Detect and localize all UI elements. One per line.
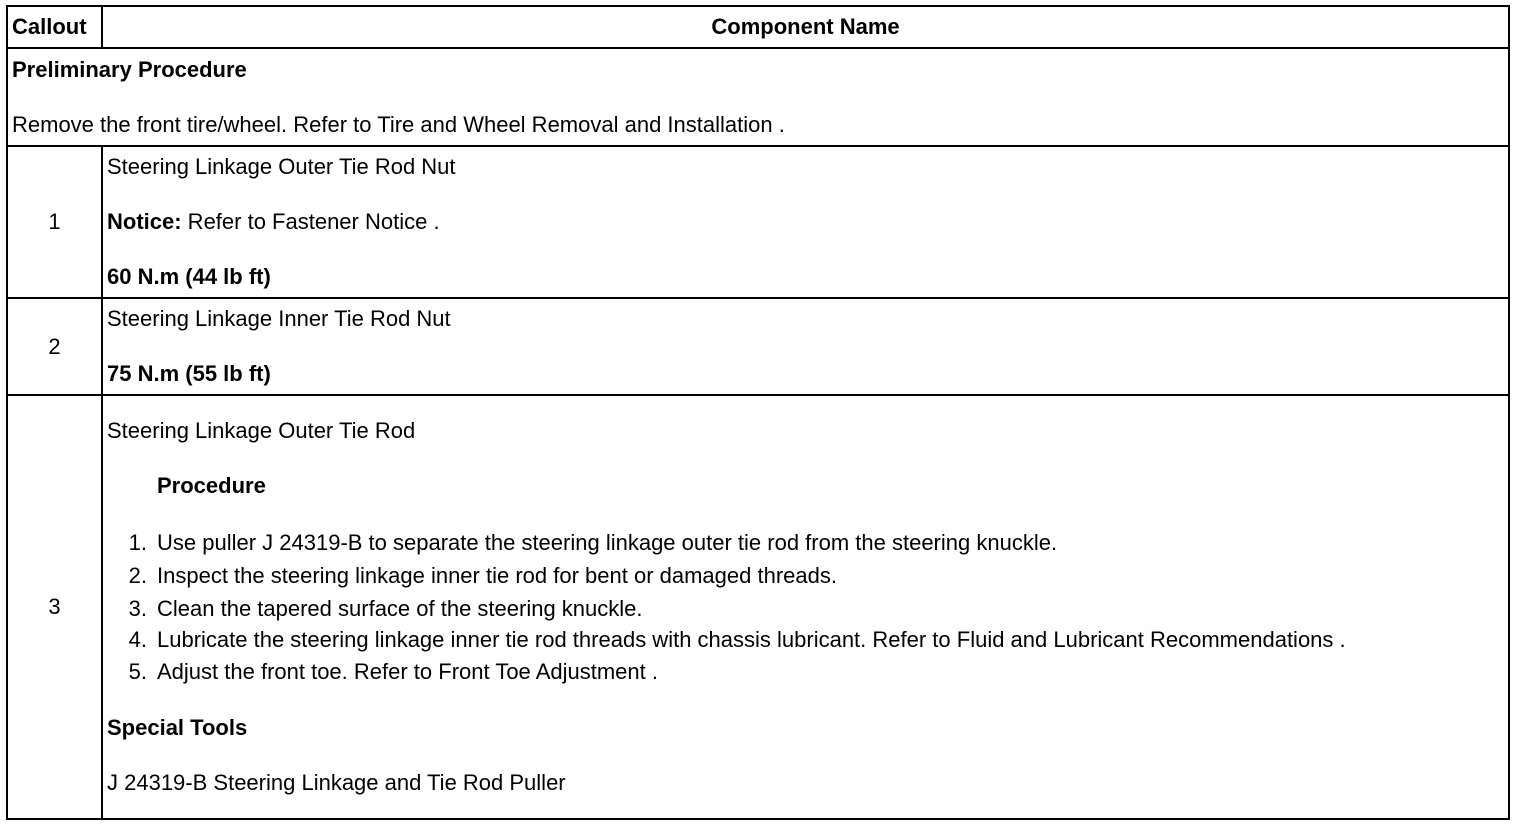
callout-number: 3: [7, 395, 102, 819]
table-row: [7, 395, 1509, 819]
step-number: 3.: [128, 596, 147, 621]
component-name: Steering Linkage Inner Tie Rod Nut: [107, 306, 451, 331]
step-text: Adjust the front toe. Refer to Front Toe Adjustment .: [157, 659, 658, 684]
list-item: [107, 559, 1504, 592]
preliminary-cell: [7, 48, 1509, 146]
torque-spec: 75 N.m (55 lb ft): [107, 361, 271, 386]
component-name: Steering Linkage Outer Tie Rod Nut: [107, 154, 456, 179]
component-name-header: Component Name: [102, 6, 1509, 48]
step-number: 4.: [128, 627, 147, 652]
callout-number: 2: [7, 298, 102, 395]
callout-number: 1: [7, 146, 102, 298]
procedure-steps: [107, 526, 1504, 688]
component-name: Steering Linkage Outer Tie Rod: [107, 418, 416, 443]
list-item: [107, 592, 1504, 625]
list-item: [107, 625, 1504, 655]
preliminary-title: Preliminary Procedure: [12, 56, 247, 82]
callout-header: Callout: [7, 6, 102, 48]
component-table: [6, 5, 1510, 820]
component-cell: [102, 298, 1509, 395]
list-item: [107, 526, 1504, 559]
torque-spec: 60 N.m (44 lb ft): [107, 264, 271, 289]
notice-text: Refer to Fastener Notice .: [181, 209, 440, 234]
procedure-title: Procedure: [157, 473, 266, 498]
special-tools-text: J 24319-B Steering Linkage and Tie Rod Puller: [107, 770, 566, 795]
notice-line: [107, 207, 1504, 237]
step-number: 2.: [128, 563, 147, 588]
step-number: 1.: [128, 530, 147, 555]
step-text: Use puller J 24319-B to separate the steering linkage outer tie rod from the steering knuckle.: [157, 530, 1058, 555]
component-cell: [102, 395, 1509, 819]
table-row: [7, 146, 1509, 298]
step-number: 5.: [128, 659, 147, 684]
step-text: Lubricate the steering linkage inner tie rod threads with chassis lubricant. Refer to Fluid and Lubricant Recommendations .: [157, 627, 1346, 652]
component-cell: [102, 146, 1509, 298]
preliminary-row: [7, 48, 1509, 146]
step-text: Inspect the steering linkage inner tie rod for bent or damaged threads.: [157, 563, 837, 588]
preliminary-text: Remove the front tire/wheel. Refer to Tire and Wheel Removal and Installation .: [12, 111, 785, 137]
notice-label: Notice:: [107, 209, 182, 234]
step-text: Clean the tapered surface of the steering knuckle.: [157, 596, 643, 621]
special-tools-title: Special Tools: [107, 715, 248, 740]
list-item: [107, 655, 1504, 688]
table-header-row: [7, 6, 1509, 48]
table-row: [7, 298, 1509, 395]
